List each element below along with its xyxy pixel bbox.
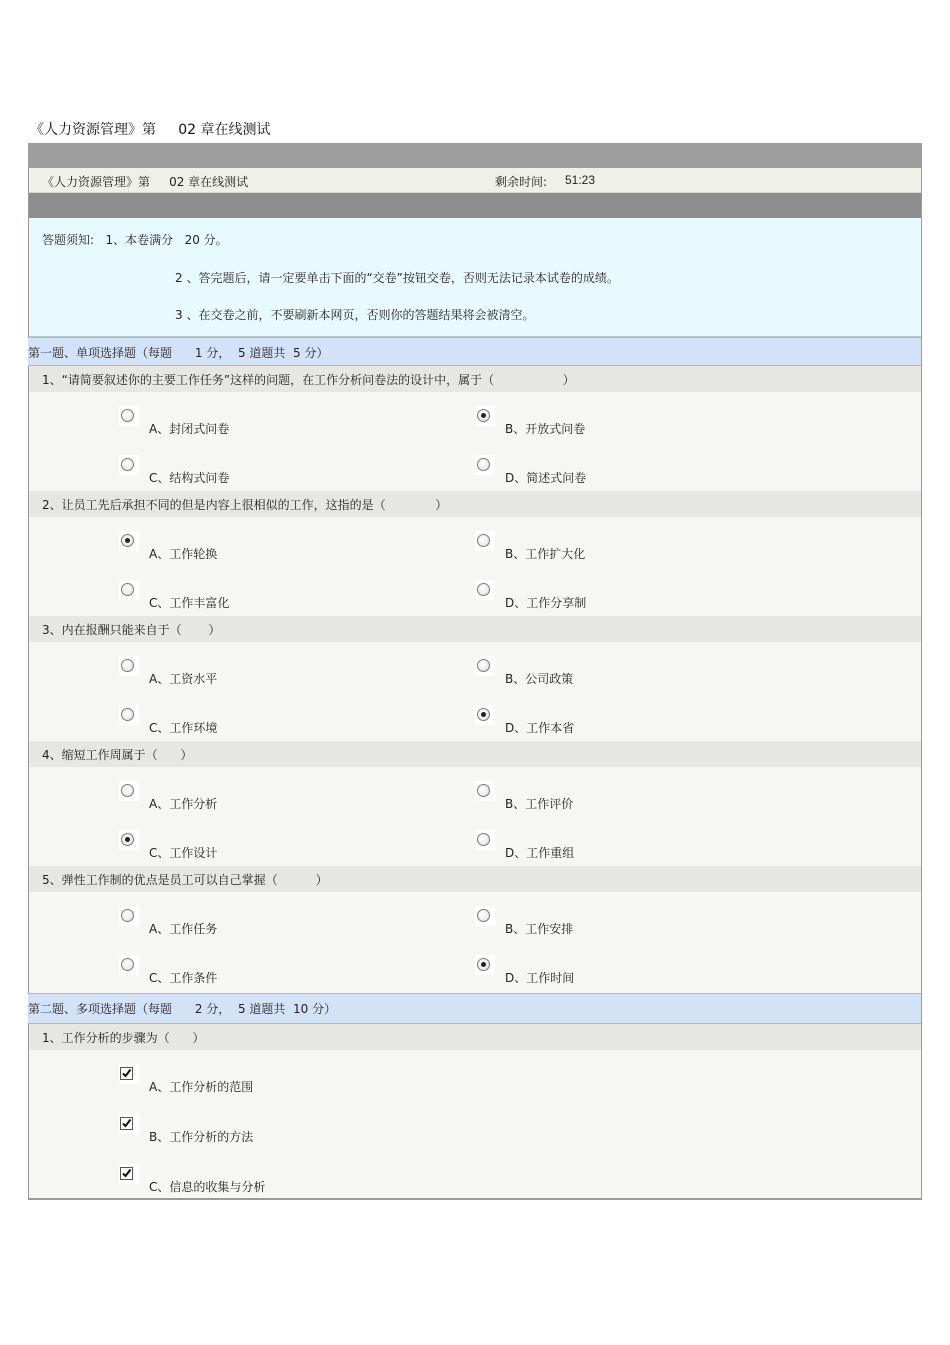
radio-box: [475, 455, 495, 475]
checkbox-box: [119, 1114, 139, 1134]
option-label: A、工资水平: [149, 672, 218, 686]
options-group: [29, 892, 921, 993]
radio-button[interactable]: [121, 659, 134, 672]
radio-button[interactable]: [121, 583, 134, 596]
mid-bar: [29, 193, 921, 218]
radio-box: [119, 531, 139, 551]
radio-box: [475, 531, 495, 551]
radio-button[interactable]: [121, 784, 134, 797]
notice-line-3: 3 、在交卷之前，不要刷新本网页，否则你的答题结果将会被清空。: [175, 308, 535, 322]
checkbox-checked[interactable]: [120, 1067, 133, 1080]
option-label: D、工作时间: [505, 971, 575, 985]
checkmark-icon: [121, 1068, 132, 1079]
option-label: A、工作分析的范围: [149, 1080, 254, 1094]
option-label: C、结构式问卷: [149, 471, 230, 485]
radio-box: [119, 406, 139, 426]
radio-button-checked[interactable]: [477, 409, 490, 422]
radio-button-checked[interactable]: [121, 833, 134, 846]
checkbox-checked[interactable]: [120, 1167, 133, 1180]
option-label: A、封闭式问卷: [149, 422, 230, 436]
checkmark-icon: [121, 1168, 132, 1179]
option-label: B、公司政策: [505, 672, 574, 686]
quiz-title: 《人力资源管理》第 02 章在线测试: [42, 175, 249, 189]
option-label: C、工作环境: [149, 721, 218, 735]
option-label: C、信息的收集与分析: [149, 1180, 266, 1194]
radio-box: [475, 955, 495, 975]
option-label: B、工作安排: [505, 922, 574, 936]
question-title: 1、工作分析的步骤为（ ）: [29, 1024, 921, 1050]
timer-value: 51:23: [565, 173, 596, 187]
checkbox-box: [119, 1064, 139, 1084]
radio-box: [475, 906, 495, 926]
radio-button[interactable]: [477, 909, 490, 922]
radio-box: [119, 830, 139, 850]
radio-box: [119, 781, 139, 801]
radio-box: [475, 656, 495, 676]
radio-box: [475, 580, 495, 600]
option-label: A、工作轮换: [149, 547, 218, 561]
notice-line-2: 2 、答完题后，请一定要单击下面的“交卷”按钮交卷，否则无法记录本试卷的成绩。: [175, 271, 619, 285]
option-label: D、工作本省: [505, 721, 575, 735]
radio-box: [475, 781, 495, 801]
info-bar: [29, 168, 921, 193]
radio-box: [475, 406, 495, 426]
option-label: B、工作分析的方法: [149, 1130, 254, 1144]
radio-box: [119, 705, 139, 725]
option-label: C、工作条件: [149, 971, 218, 985]
top-bar: [29, 143, 921, 168]
timer-label: 剩余时间:: [495, 175, 548, 189]
option-label: A、工作分析: [149, 797, 218, 811]
option-label: B、开放式问卷: [505, 422, 586, 436]
option-label: D、工作分享制: [505, 596, 587, 610]
radio-box: [119, 955, 139, 975]
notice-panel: [29, 218, 921, 337]
radio-button-checked[interactable]: [477, 708, 490, 721]
options-group: [29, 392, 921, 491]
option-label: B、工作评价: [505, 797, 574, 811]
option-label: B、工作扩大化: [505, 547, 586, 561]
radio-button[interactable]: [121, 458, 134, 471]
radio-button[interactable]: [121, 708, 134, 721]
checkbox-box: [119, 1164, 139, 1184]
question-title: 4、缩短工作周属于（ ）: [29, 741, 921, 767]
question-title: 3、内在报酬只能来自于（ ）: [29, 616, 921, 642]
radio-button[interactable]: [121, 909, 134, 922]
radio-button[interactable]: [477, 534, 490, 547]
radio-button[interactable]: [477, 583, 490, 596]
section-header-single-choice: 第一题、单项选择题（每题 1 分， 5 道题共 5 分）: [28, 337, 921, 366]
radio-box: [119, 455, 139, 475]
question-title: 1、“请简要叙述你的主要工作任务”这样的问题，在工作分析问卷法的设计中，属于（ ）: [29, 366, 921, 392]
radio-button[interactable]: [477, 833, 490, 846]
radio-box: [119, 906, 139, 926]
question-title: 5、弹性工作制的优点是员工可以自己掌握（ ）: [29, 866, 921, 892]
checkmark-icon: [121, 1118, 132, 1129]
option-label: A、工作任务: [149, 922, 218, 936]
notice-line-1: 答题须知: 1、本卷满分 20 分。: [42, 233, 228, 247]
quiz-frame: [28, 143, 922, 1200]
options-group: [29, 767, 921, 866]
option-label: D、简述式问卷: [505, 471, 587, 485]
radio-button[interactable]: [477, 458, 490, 471]
radio-button[interactable]: [121, 958, 134, 971]
question-title: 2、让员工先后承担不同的但是内容上很相似的工作，这指的是（ ）: [29, 491, 921, 517]
checkbox-checked[interactable]: [120, 1117, 133, 1130]
radio-box: [119, 656, 139, 676]
option-label: C、工作设计: [149, 846, 218, 860]
options-group: [29, 517, 921, 616]
option-label: C、工作丰富化: [149, 596, 230, 610]
options-group: [29, 642, 921, 741]
section-header-multiple-choice: 第二题、多项选择题（每题 2 分， 5 道题共 10 分）: [28, 993, 921, 1024]
radio-box: [119, 580, 139, 600]
radio-button[interactable]: [477, 659, 490, 672]
option-label: D、工作重组: [505, 846, 575, 860]
radio-button-checked[interactable]: [477, 958, 490, 971]
radio-button[interactable]: [121, 409, 134, 422]
radio-button[interactable]: [477, 784, 490, 797]
page-heading: 《人力资源管理》第 02 章在线测试: [30, 122, 271, 138]
radio-button-checked[interactable]: [121, 534, 134, 547]
options-group: [29, 1050, 921, 1198]
radio-box: [475, 705, 495, 725]
radio-box: [475, 830, 495, 850]
